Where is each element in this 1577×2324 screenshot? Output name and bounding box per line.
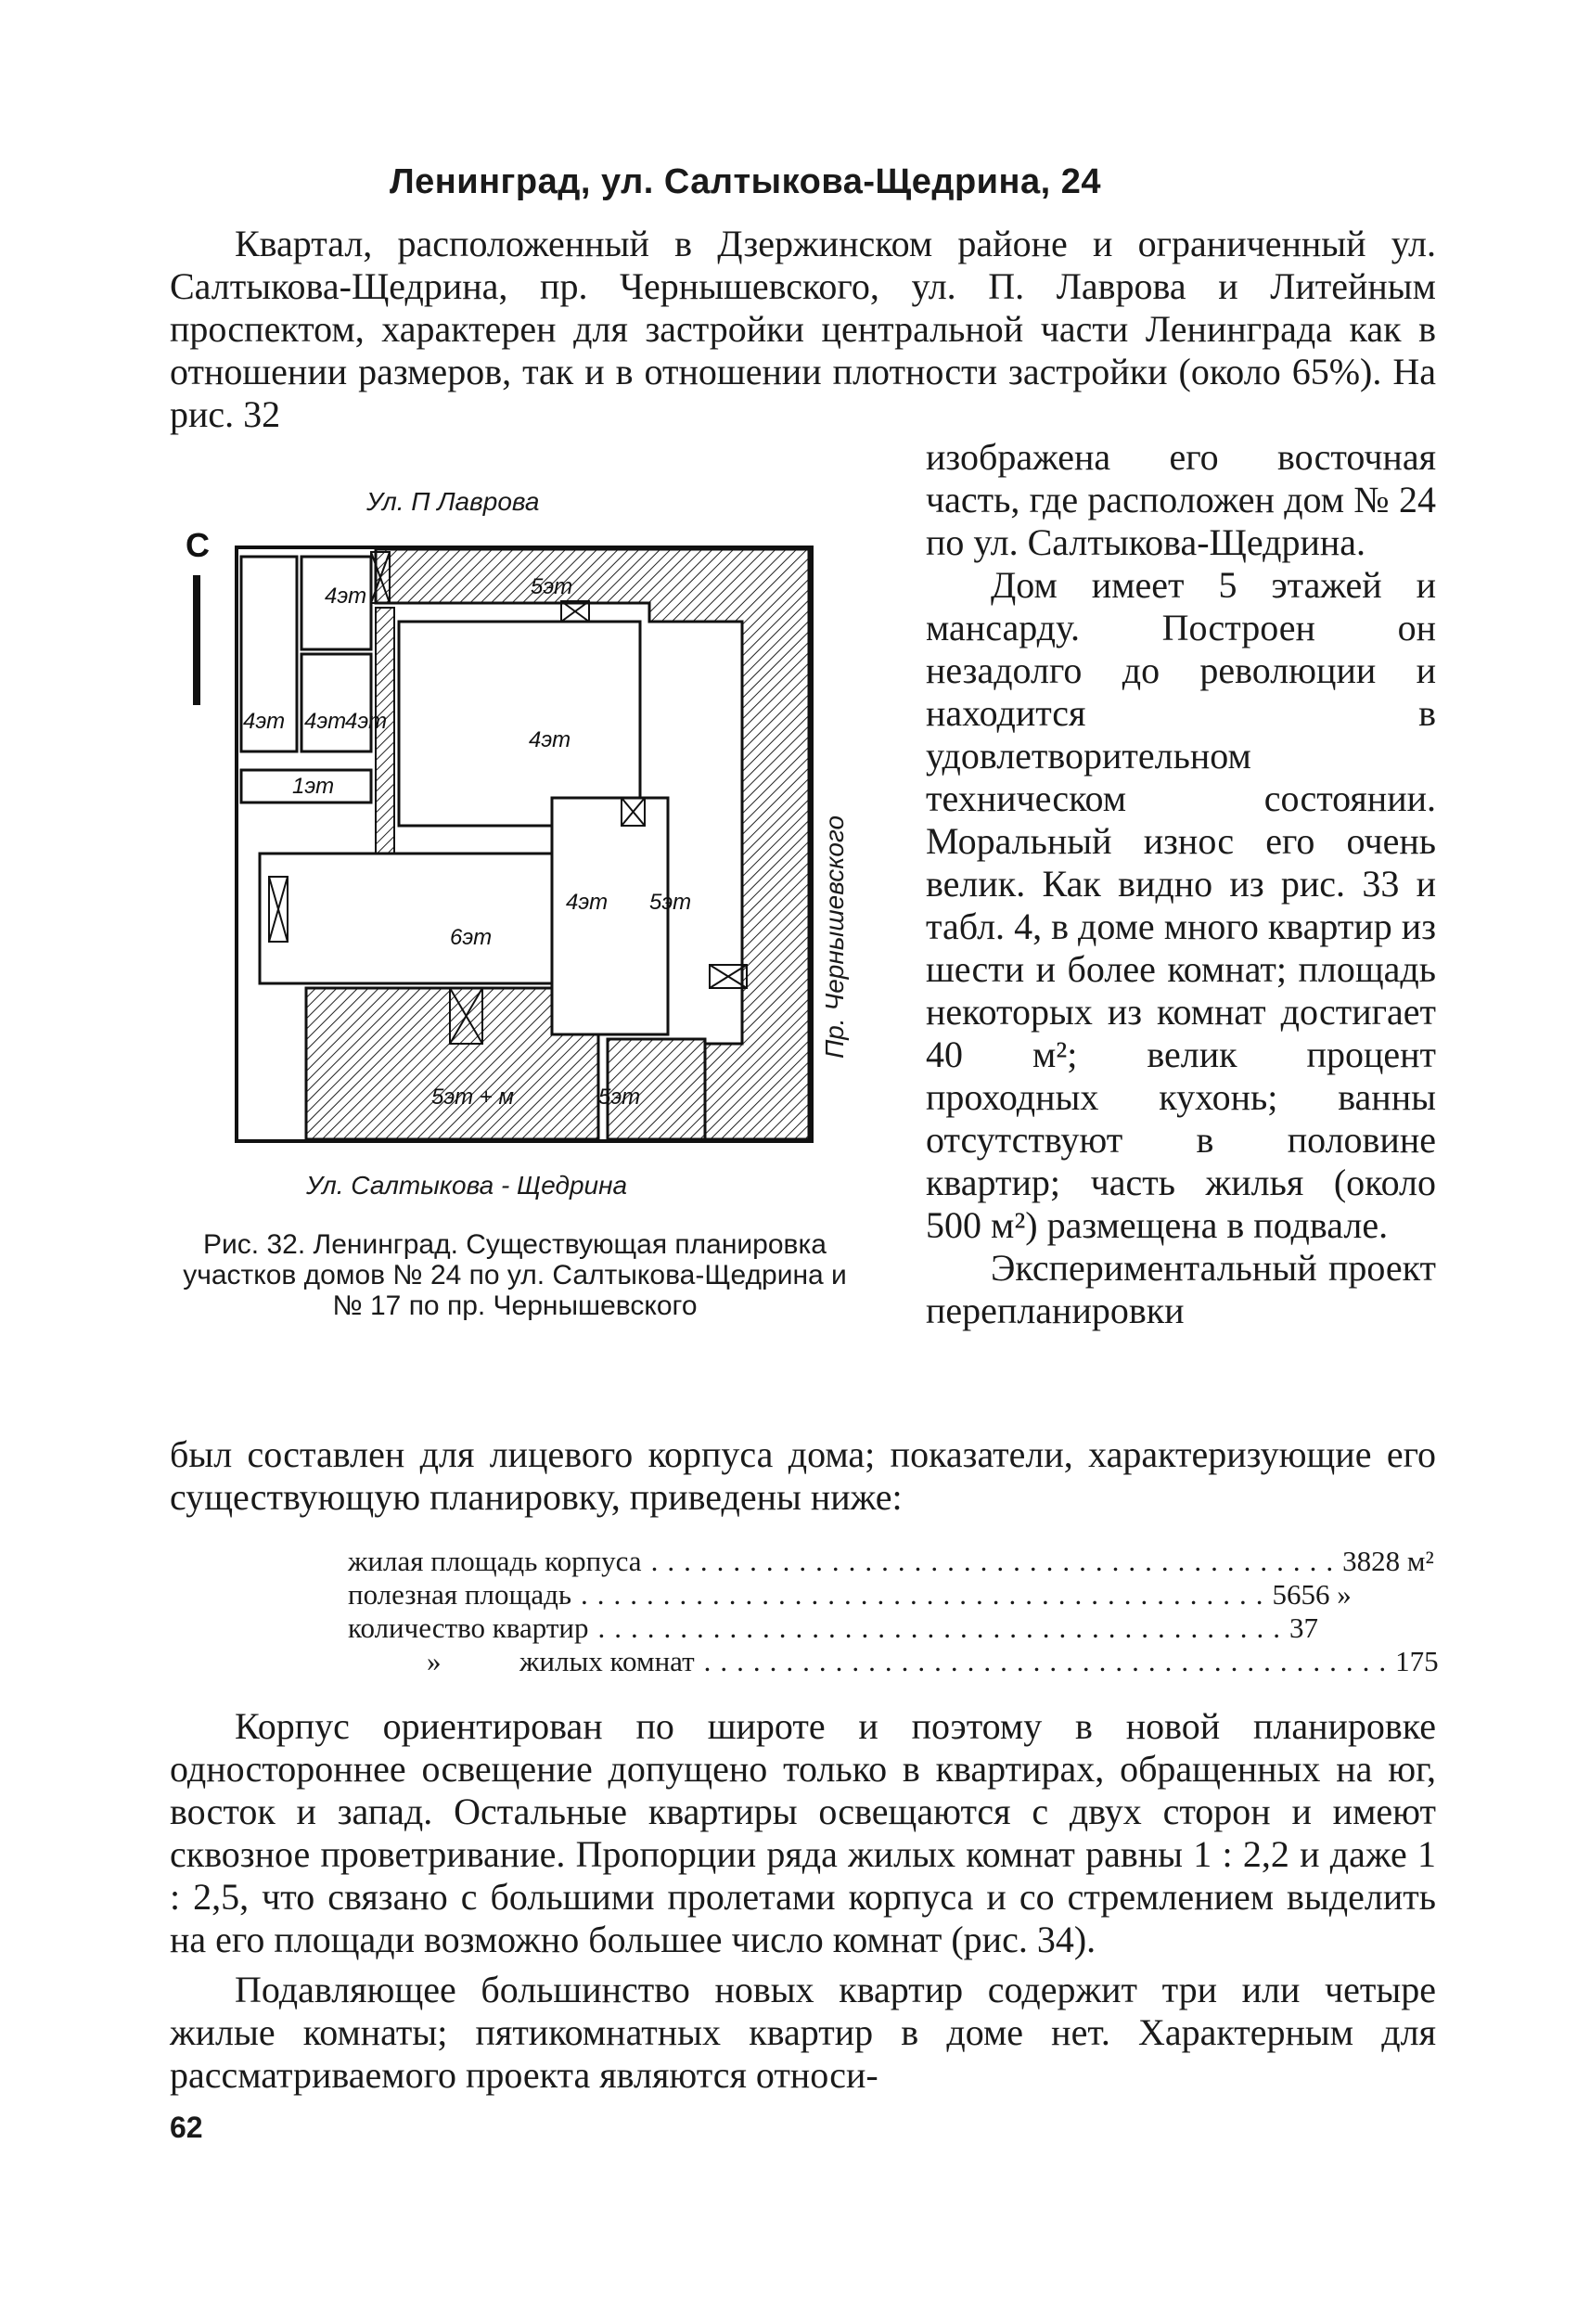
leader-dots: .......................................... xyxy=(650,1545,1343,1577)
street-label-top: Ул. П Лаврова xyxy=(366,487,540,516)
stat-label: жилых комнат xyxy=(519,1645,695,1677)
room-label: 4эт xyxy=(345,709,388,734)
side-paragraph-3: Экспериментальный проект перепланировки xyxy=(926,1247,1436,1331)
room-label: 5эт xyxy=(649,890,692,915)
block-right-4et xyxy=(552,798,668,1034)
stat-label: полезная площадь xyxy=(348,1578,571,1611)
after-paragraph-2: Подавляющее большинство новых квартир содержит три или четыре жилые комнаты; пятикомнатных квартир в доме нет. Характерным для рассматриваемого проекта являются относи- xyxy=(170,1969,1436,2096)
after-paragraph-1: Корпус ориентирован по широте и поэтому в новой планировке одностороннее освещение допущено только в квартирах, обращенных на юг, восток и запад. Остальные квартиры освещаются с двух сторон и имеют сквозное проветривание. Пропорции ряда жилых комнат равны 1 : 2,2 и даже 1 : 2,5, что связано с большими пролетами корпуса и со стремлением выделить на его площади возможно большее число комнат (рис. 34). xyxy=(170,1705,1436,1960)
stat-label: жилая площадь корпуса xyxy=(348,1545,642,1577)
stat-row xyxy=(348,1645,1439,1678)
street-label-right: Пр. Чернышевского xyxy=(820,815,849,1059)
leader-dots: .......................................... xyxy=(597,1611,1290,1644)
figure-caption: Рис. 32. Ленинград. Существующая планировка участков домов № 24 по ул. Салтыкова-Щедрина и № 17 по пр. Чернышевского xyxy=(183,1229,847,1321)
compass-letter: С xyxy=(186,526,210,564)
stat-row xyxy=(348,1578,1352,1611)
room-label: 1эт xyxy=(292,774,335,799)
after-stats-text xyxy=(170,1705,1436,2097)
stats-table xyxy=(348,1545,1439,1678)
room-label: 4эт xyxy=(304,709,347,734)
street-label-bottom: Ул. Салтыкова - Щедрина xyxy=(306,1171,628,1200)
leader-dots: .......................................... xyxy=(581,1578,1273,1611)
room-label: 4эт xyxy=(529,727,571,752)
experimental-paragraph-tail xyxy=(170,1433,1436,1519)
room-label: 4эт xyxy=(325,584,367,609)
room-label: 6эт xyxy=(450,925,493,950)
block-left-small-3 xyxy=(301,654,371,751)
block-center-4et xyxy=(399,622,640,826)
stat-row xyxy=(348,1611,1319,1645)
intro-paragraph xyxy=(170,223,1436,436)
side-column xyxy=(926,436,1436,1332)
stat-label: количество квартир xyxy=(348,1611,589,1644)
room-label: 5эт xyxy=(531,574,573,599)
intro-text: Квартал, расположенный в Дзержинском районе и ограниченный ул. Салтыкова-Щедрина, пр. Чернышевского, ул. П. Лаврова и Литейным проспектом, характерен для застройки центральной части Ленинграда как в отношении размеров, так и в отношении плотности застройки (около 65%). На рис. 32 xyxy=(170,223,1436,435)
room-label: 4эт xyxy=(243,709,286,734)
room-label: 4эт xyxy=(566,890,609,915)
side-paragraph-2: Дом имеет 5 этажей и мансарду. Построен он незадолго до революции и находится в удовлетворительном техническом состоянии. Моральный износ его очень велик. Как видно из рис. 33 и табл. 4, в доме много квартир из шести и более комнат; площадь некоторых из комнат достигает 40 м²; велик процент проходных кухонь; ванны отсутствуют в половине квартир; часть жилья (около 500 м²) размещена в подвале. xyxy=(926,564,1436,1246)
ditto-mark: » xyxy=(427,1645,442,1677)
stat-value: 175 xyxy=(1395,1645,1439,1677)
room-label: 5эт + м xyxy=(431,1085,514,1110)
experimental-tail-text: был составлен для лицевого корпуса дома; показатели, характеризующие его существующую планировку, приведены ниже: xyxy=(170,1433,1436,1518)
stat-value: 3828 м² xyxy=(1342,1545,1434,1577)
leader-dots: .......................................... xyxy=(703,1645,1396,1677)
page-heading: Ленинград, ул. Салтыкова-Щедрина, 24 xyxy=(390,162,1101,201)
compass-arrow xyxy=(193,575,200,705)
stat-label-wrap xyxy=(348,1645,695,1678)
side-paragraph-1: изображена его восточная часть, где расположен дом № 24 по ул. Салтыкова-Щедрина. xyxy=(926,436,1436,563)
site-plan-figure xyxy=(186,520,835,1150)
stat-value: 37 xyxy=(1289,1611,1319,1644)
page-number: 62 xyxy=(170,2111,203,2144)
room-label: 5эт xyxy=(598,1085,641,1110)
stat-row xyxy=(348,1545,1434,1578)
stat-value: 5656 » xyxy=(1272,1578,1352,1611)
